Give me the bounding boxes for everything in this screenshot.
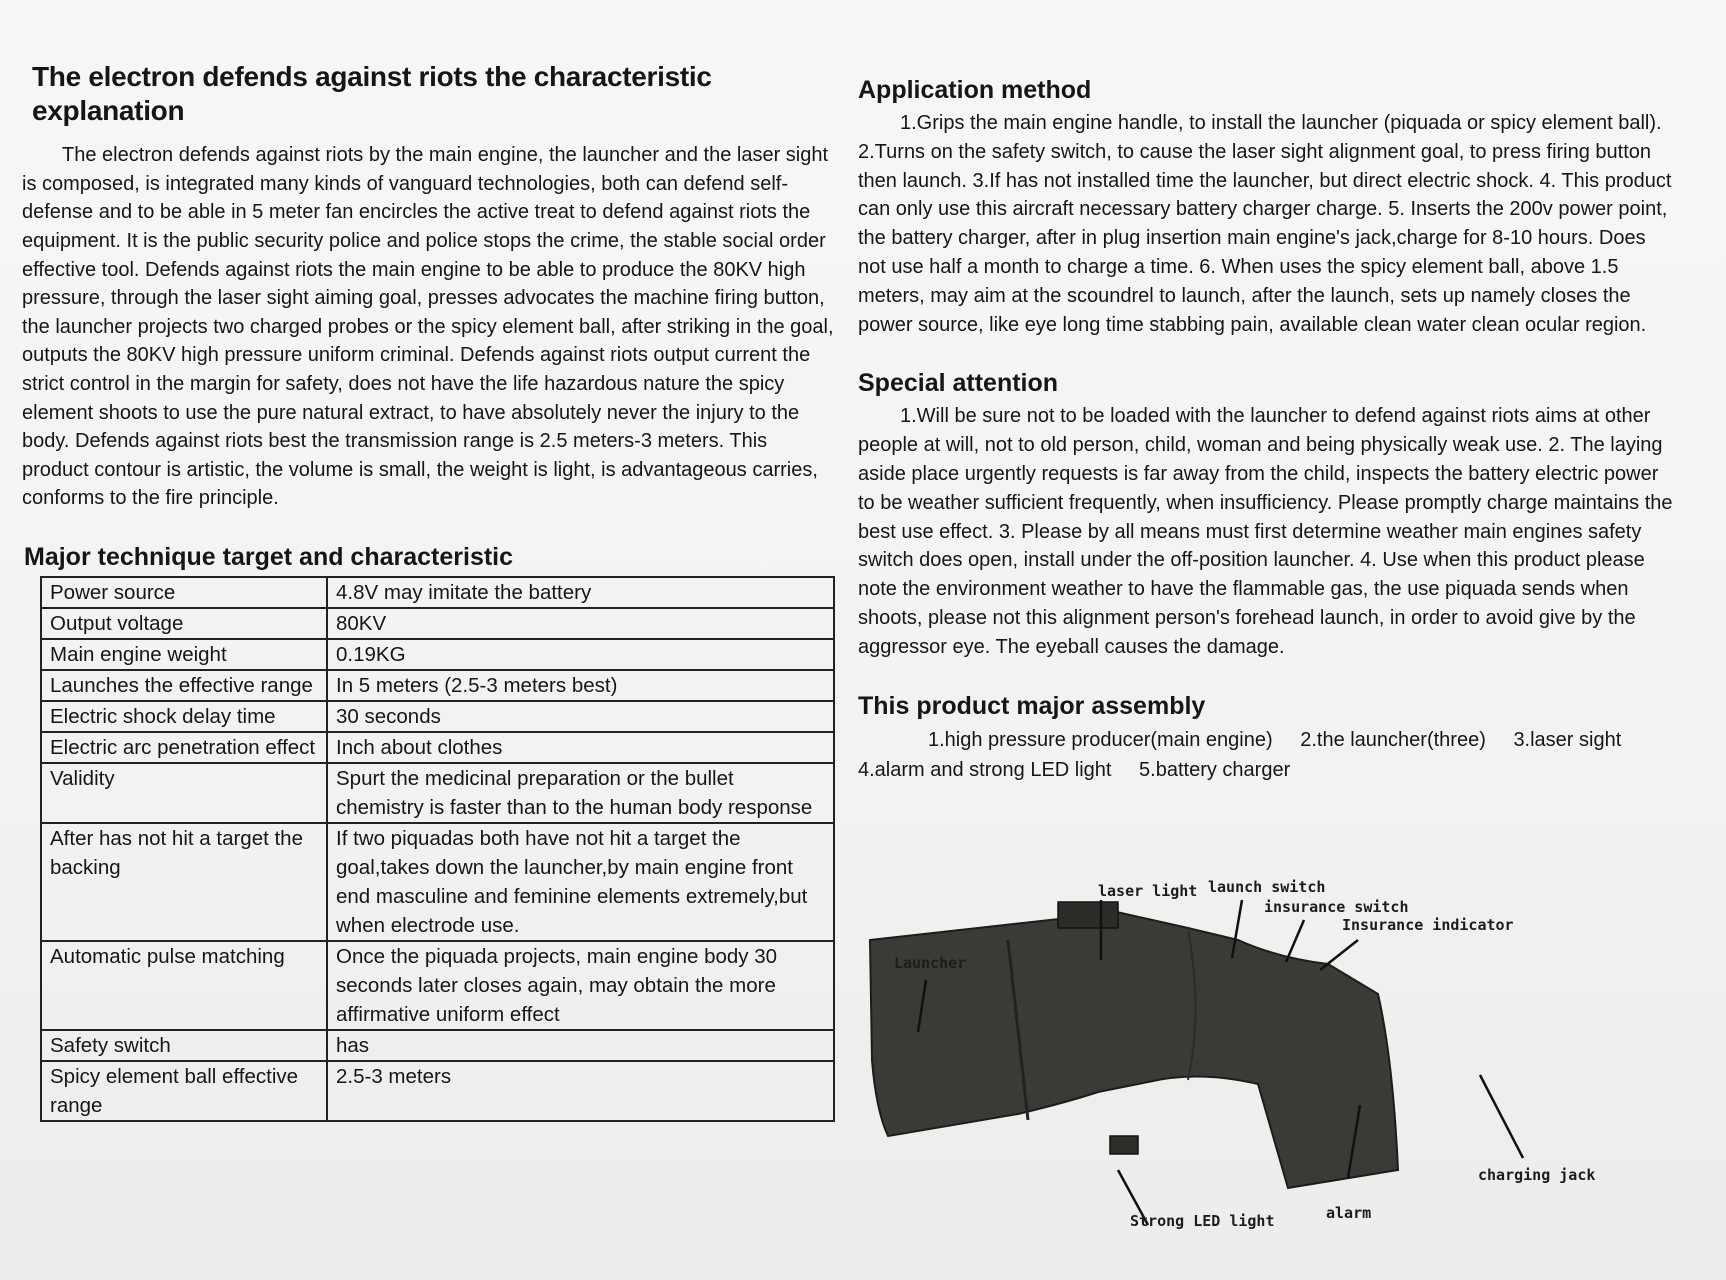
spec-value-cell: If two piquadas both have not hit a target the goal,takes down the launcher,by main engine front end masculine and feminine elements extremely,but when electrode use.: [327, 823, 834, 941]
assembly-item: 2.the launcher(three): [1300, 728, 1486, 751]
label-laser-light: laser light: [1098, 882, 1198, 900]
label-insurance-indicator: Insurance indicator: [1342, 916, 1514, 934]
label-charging-jack: charging jack: [1478, 1166, 1596, 1184]
spec-table-row: [41, 1061, 834, 1121]
assembly-item: 1.high pressure producer(main engine): [928, 728, 1273, 751]
spec-key-cell: Main engine weight: [41, 639, 327, 670]
spec-table-row: [41, 763, 834, 823]
assembly-title: This product major assembly: [858, 691, 1206, 720]
spec-key-cell: Validity: [41, 763, 327, 823]
spec-table: [40, 576, 835, 1122]
application-method-text: 1.Grips the main engine handle, to install the launcher (piquada or spicy element ball). 2.Turns on the safety switch, to cause the laser sight alignment goal, to press firing button then launch. 3.If has not installed time the launcher, but direct electric shock. 4. This product can only use this aircraft necessary battery charger charge. 5. Inserts the 200v power point, the battery charger, after in plug insertion main engine's jack,charge for 8-10 hours. Does not use half a month to charge a time. 6. When uses the spicy element ball, above 1.5 meters, may aim at the scoundrel to launch, after the launch, sets up namely closes the power source, like eye long time stabbing pain, available clean water clean ocular region.: [858, 112, 1672, 336]
spec-table-row: [41, 1030, 834, 1061]
assembly-item: 5.battery charger: [1139, 758, 1291, 781]
spec-key-cell: Electric arc penetration effect: [41, 732, 327, 763]
spec-key-cell: Safety switch: [41, 1030, 327, 1061]
spec-value-cell: In 5 meters (2.5-3 meters best): [327, 670, 834, 701]
right-column: [858, 76, 1678, 785]
assembly-list-line2: [858, 755, 1678, 785]
label-strong-led-light: Strong LED light: [1130, 1212, 1275, 1230]
label-alarm: alarm: [1326, 1204, 1372, 1222]
special-attention-text: 1.Will be sure not to be loaded with the launcher to defend against riots aims at other people at will, not to old person, child, woman and being physically weak use. 2. The laying aside place urgently requests is far away from the child, inspects the battery electric power to be weather sufficient frequently, when insufficiency. Please promptly charge maintains the best use effect. 3. Please by all means must first determine weather main engines safety switch does open, install under the off-position launcher. 4. Use when this product please note the environment weather to have the flammable gas, the use piquada sends when shoots, please not this alignment person's forehead launch, in order to avoid give by the aggressor eye. The eyeball causes the damage.: [858, 405, 1673, 658]
spec-key-cell: Output voltage: [41, 608, 327, 639]
spec-table-row: [41, 732, 834, 763]
intro-paragraph: The electron defends against riots by the main engine, the launcher and the laser sight is composed, is integrated many kinds of vanguard technologies, both can defend self-defense and to be able in 5 meter fan encircles the active treat to defend against riots the equipment. It is the public security police and police stops the crime, the stable social order effective tool. Defends against riots the main engine to be able to produce the 80KV high pressure, through the laser sight aiming goal, presses advocates the machine firing button, the launcher projects two charged probes or the spicy element ball, after striking in the goal, outputs the 80KV high pressure uniform criminal. Defends against riots output current the strict control in the margin for safety, does not have the life hazardous nature the spicy element shoots to use the pure natural extract, to have absolutely never the injury to the body. Defends against riots best the transmission range is 2.5 meters-3 meters. This product contour is artistic, the volume is small, the weight is light, is advantageous carries, conforms to the fire principle.: [22, 144, 834, 510]
spec-value-cell: 0.19KG: [327, 639, 834, 670]
spec-table-row: [41, 608, 834, 639]
spec-value-cell: 80KV: [327, 608, 834, 639]
spec-key-cell: After has not hit a target the backing: [41, 823, 327, 941]
special-attention-title: Special attention: [858, 369, 1059, 398]
device-diagram: [858, 870, 1638, 1240]
assembly-list-line1: [928, 725, 1678, 755]
application-method-title: Application method: [858, 76, 1092, 104]
device-illustration: [858, 870, 1638, 1240]
spec-key-cell: Launches the effective range: [41, 670, 327, 701]
label-insurance-switch: insurance switch: [1264, 898, 1409, 916]
spec-value-cell: 30 seconds: [327, 701, 834, 732]
spec-key-cell: Electric shock delay time: [41, 701, 327, 732]
spec-value-cell: Spurt the medicinal preparation or the bullet chemistry is faster than to the human body response: [327, 763, 834, 823]
spec-table-row: [41, 670, 834, 701]
spec-value-cell: 4.8V may imitate the battery: [327, 577, 834, 608]
laser-sight-block: [1058, 902, 1118, 928]
spec-key-cell: Spicy element ball effective range: [41, 1061, 327, 1121]
spec-key-cell: Power source: [41, 577, 327, 608]
spec-value-cell: 2.5-3 meters: [327, 1061, 834, 1121]
spec-table-row: [41, 823, 834, 941]
label-launcher: Launcher: [894, 954, 967, 972]
label-launch-switch: launch switch: [1208, 878, 1326, 896]
left-column: [22, 60, 837, 1122]
assembly-item: 3.laser sight: [1513, 728, 1622, 751]
spec-value-cell: has: [327, 1030, 834, 1061]
page-title: The electron defends against riots the characteristic explanation: [32, 61, 712, 126]
spec-table-title: Major technique target and characteristic: [24, 542, 514, 571]
spec-table-row: [41, 639, 834, 670]
spec-table-row: [41, 701, 834, 732]
led-light-block: [1110, 1136, 1138, 1154]
spec-value-cell: Once the piquada projects, main engine body 30 seconds later closes again, may obtain the more affirmative uniform effect: [327, 941, 834, 1030]
assembly-item: 4.alarm and strong LED light: [858, 758, 1112, 781]
spec-table-row: [41, 577, 834, 608]
spec-table-row: [41, 941, 834, 1030]
spec-value-cell: Inch about clothes: [327, 732, 834, 763]
spec-key-cell: Automatic pulse matching: [41, 941, 327, 1030]
